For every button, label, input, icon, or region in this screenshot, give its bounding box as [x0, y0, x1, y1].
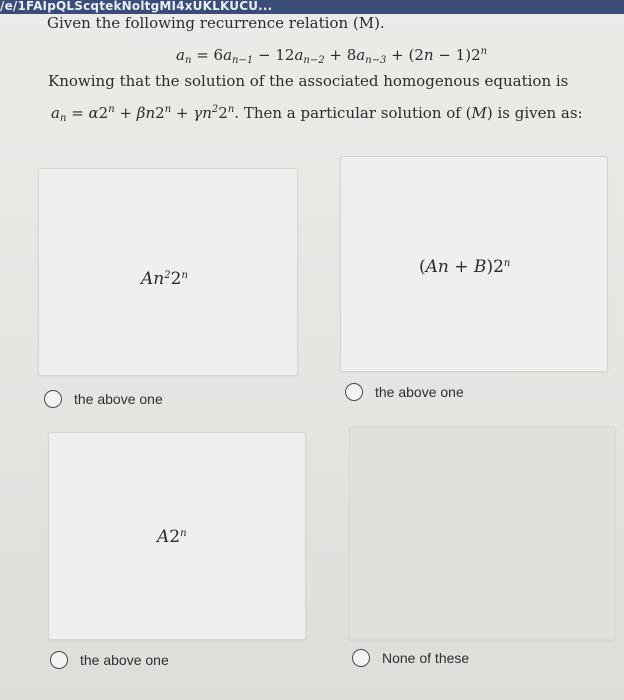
option-3-radio-row[interactable] [50, 651, 169, 669]
option-card-2[interactable] [340, 156, 608, 372]
option-3-radio[interactable] [50, 651, 68, 669]
homogeneous-solution-line: $a_n = \alpha 2^n + \beta n2^n + \gamma n^22^n$. Then a particular solution of (M) is given as: [51, 104, 583, 124]
option-2-radio-row[interactable] [345, 383, 464, 401]
recurrence-equation: $a_n = 6a_{n-1} - 12a_{n-2} + 8a_{n-3} + (2n - 1)2^n$ [176, 46, 488, 66]
option-1-expression: An$^2$2$^n$ [141, 269, 188, 289]
question-intro: Given the following recurrence relation (M). [47, 14, 385, 32]
option-card-1[interactable] [38, 168, 298, 376]
option-2-radio[interactable] [345, 383, 363, 401]
option-2-expression: $(An + B)2^n$ [419, 257, 511, 277]
option-card-4[interactable] [349, 426, 616, 640]
option-3-expression: A2$^n$ [157, 527, 187, 547]
option-4-radio-row[interactable] [352, 649, 469, 667]
option-1-label: the above one [74, 391, 163, 407]
browser-url-bar[interactable] [0, 0, 624, 14]
option-3-label: the above one [80, 652, 169, 668]
option-4-radio[interactable] [352, 649, 370, 667]
option-1-radio[interactable] [44, 390, 62, 408]
option-2-label: the above one [375, 384, 464, 400]
url-text: /e/1FAIpQLScqtekNoltgMI4xUKLKUCU... [0, 0, 273, 13]
homogeneous-intro: Knowing that the solution of the associated homogenous equation is [48, 72, 569, 90]
option-4-label: None of these [382, 650, 470, 666]
option-1-radio-row[interactable] [44, 390, 163, 408]
option-card-3[interactable] [48, 432, 306, 640]
